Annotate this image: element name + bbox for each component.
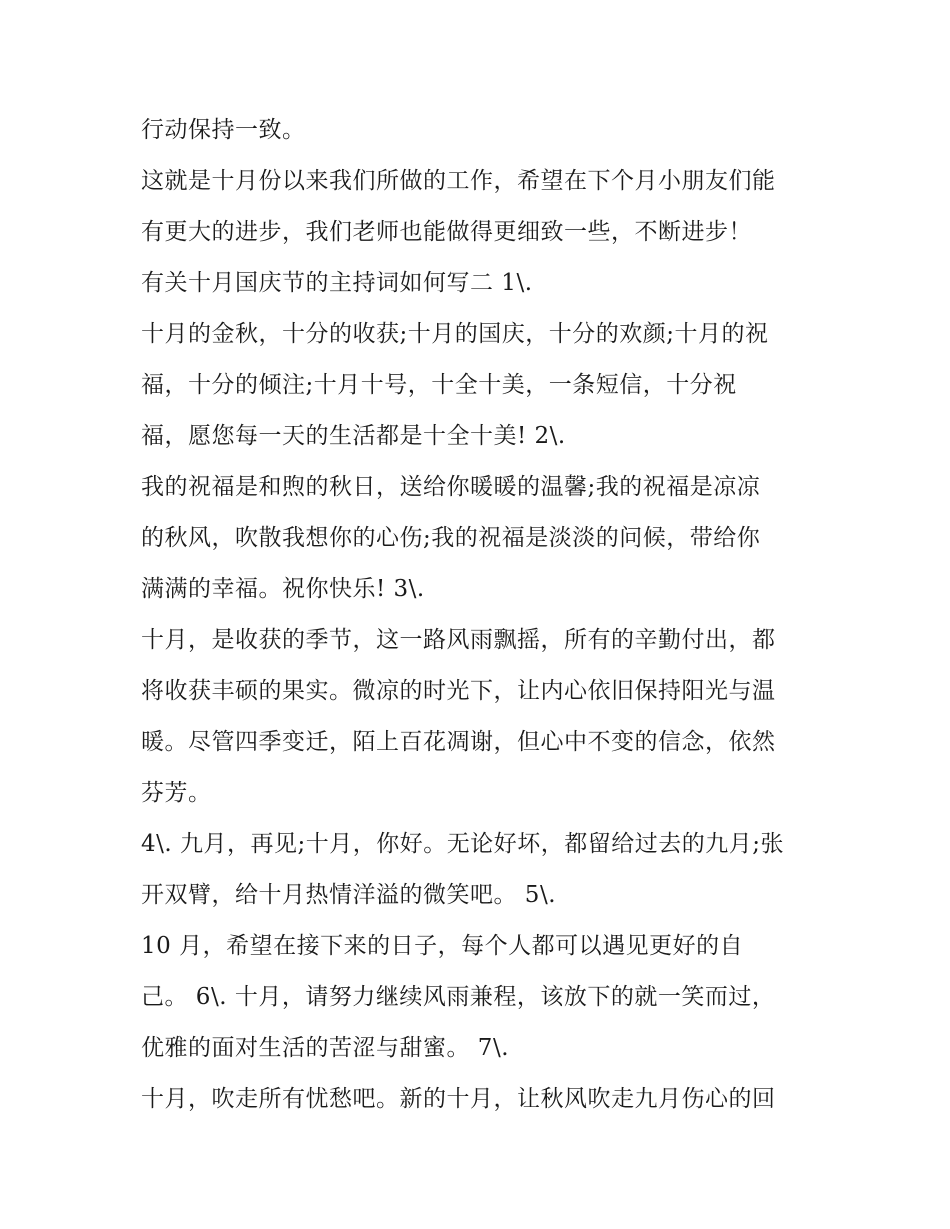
text-line: 十月的金秋，十分的收获;十月的国庆，十分的欢颜;十月的祝 [141,321,769,347]
text-line: 福，十分的倾注;十月十号，十全十美，一条短信，十分祝 [141,372,737,398]
text-line: 己。 6\. 十月，请努力继续风雨兼程，该放下的就一笑而过， [141,984,776,1010]
text-line: 十月，吹走所有忧愁吧。新的十月，让秋风吹走九月伤心的回 [141,1086,776,1112]
text-line: 这就是十月份以来我们所做的工作，希望在下个月小朋友们能 [141,168,776,194]
text-line: 有关十月国庆节的主持词如何写二 1\. [141,270,533,296]
text-line: 开双臂，给十月热情洋溢的微笑吧。 5\. [141,882,557,908]
text-line: 满满的幸福。祝你快乐! 3\. [141,576,425,602]
text-line: 行动保持一致。 [141,117,306,143]
text-line: 福，愿您每一天的生活都是十全十美! 2\. [141,423,566,449]
text-line: 暖。尽管四季变迁，陌上百花凋谢，但心中不变的信念，依然 [141,729,776,755]
text-line: 我的祝福是和煦的秋日，送给你暖暖的温馨;我的祝福是凉凉 [141,474,761,500]
text-line: 芬芳。 [141,780,212,806]
text-line: 十月，是收获的季节，这一路风雨飘摇，所有的辛勤付出，都 [141,627,776,653]
text-line: 优雅的面对生活的苦涩与甜蜜。 7\. [141,1035,510,1061]
text-line: 将收获丰硕的果实。微凉的时光下，让内心依旧保持阳光与温 [141,678,776,704]
text-line: 的秋风，吹散我想你的心伤;我的祝福是淡淡的问候，带给你 [141,525,761,551]
text-line: 10 月，希望在接下来的日子，每个人都可以遇见更好的自 [141,933,744,959]
text-line: 4\. 九月，再见;十月，你好。无论好坏，都留给过去的九月;张 [141,831,785,857]
text-line: 有更大的进步，我们老师也能做得更细致一些，不断进步！ [141,219,752,245]
